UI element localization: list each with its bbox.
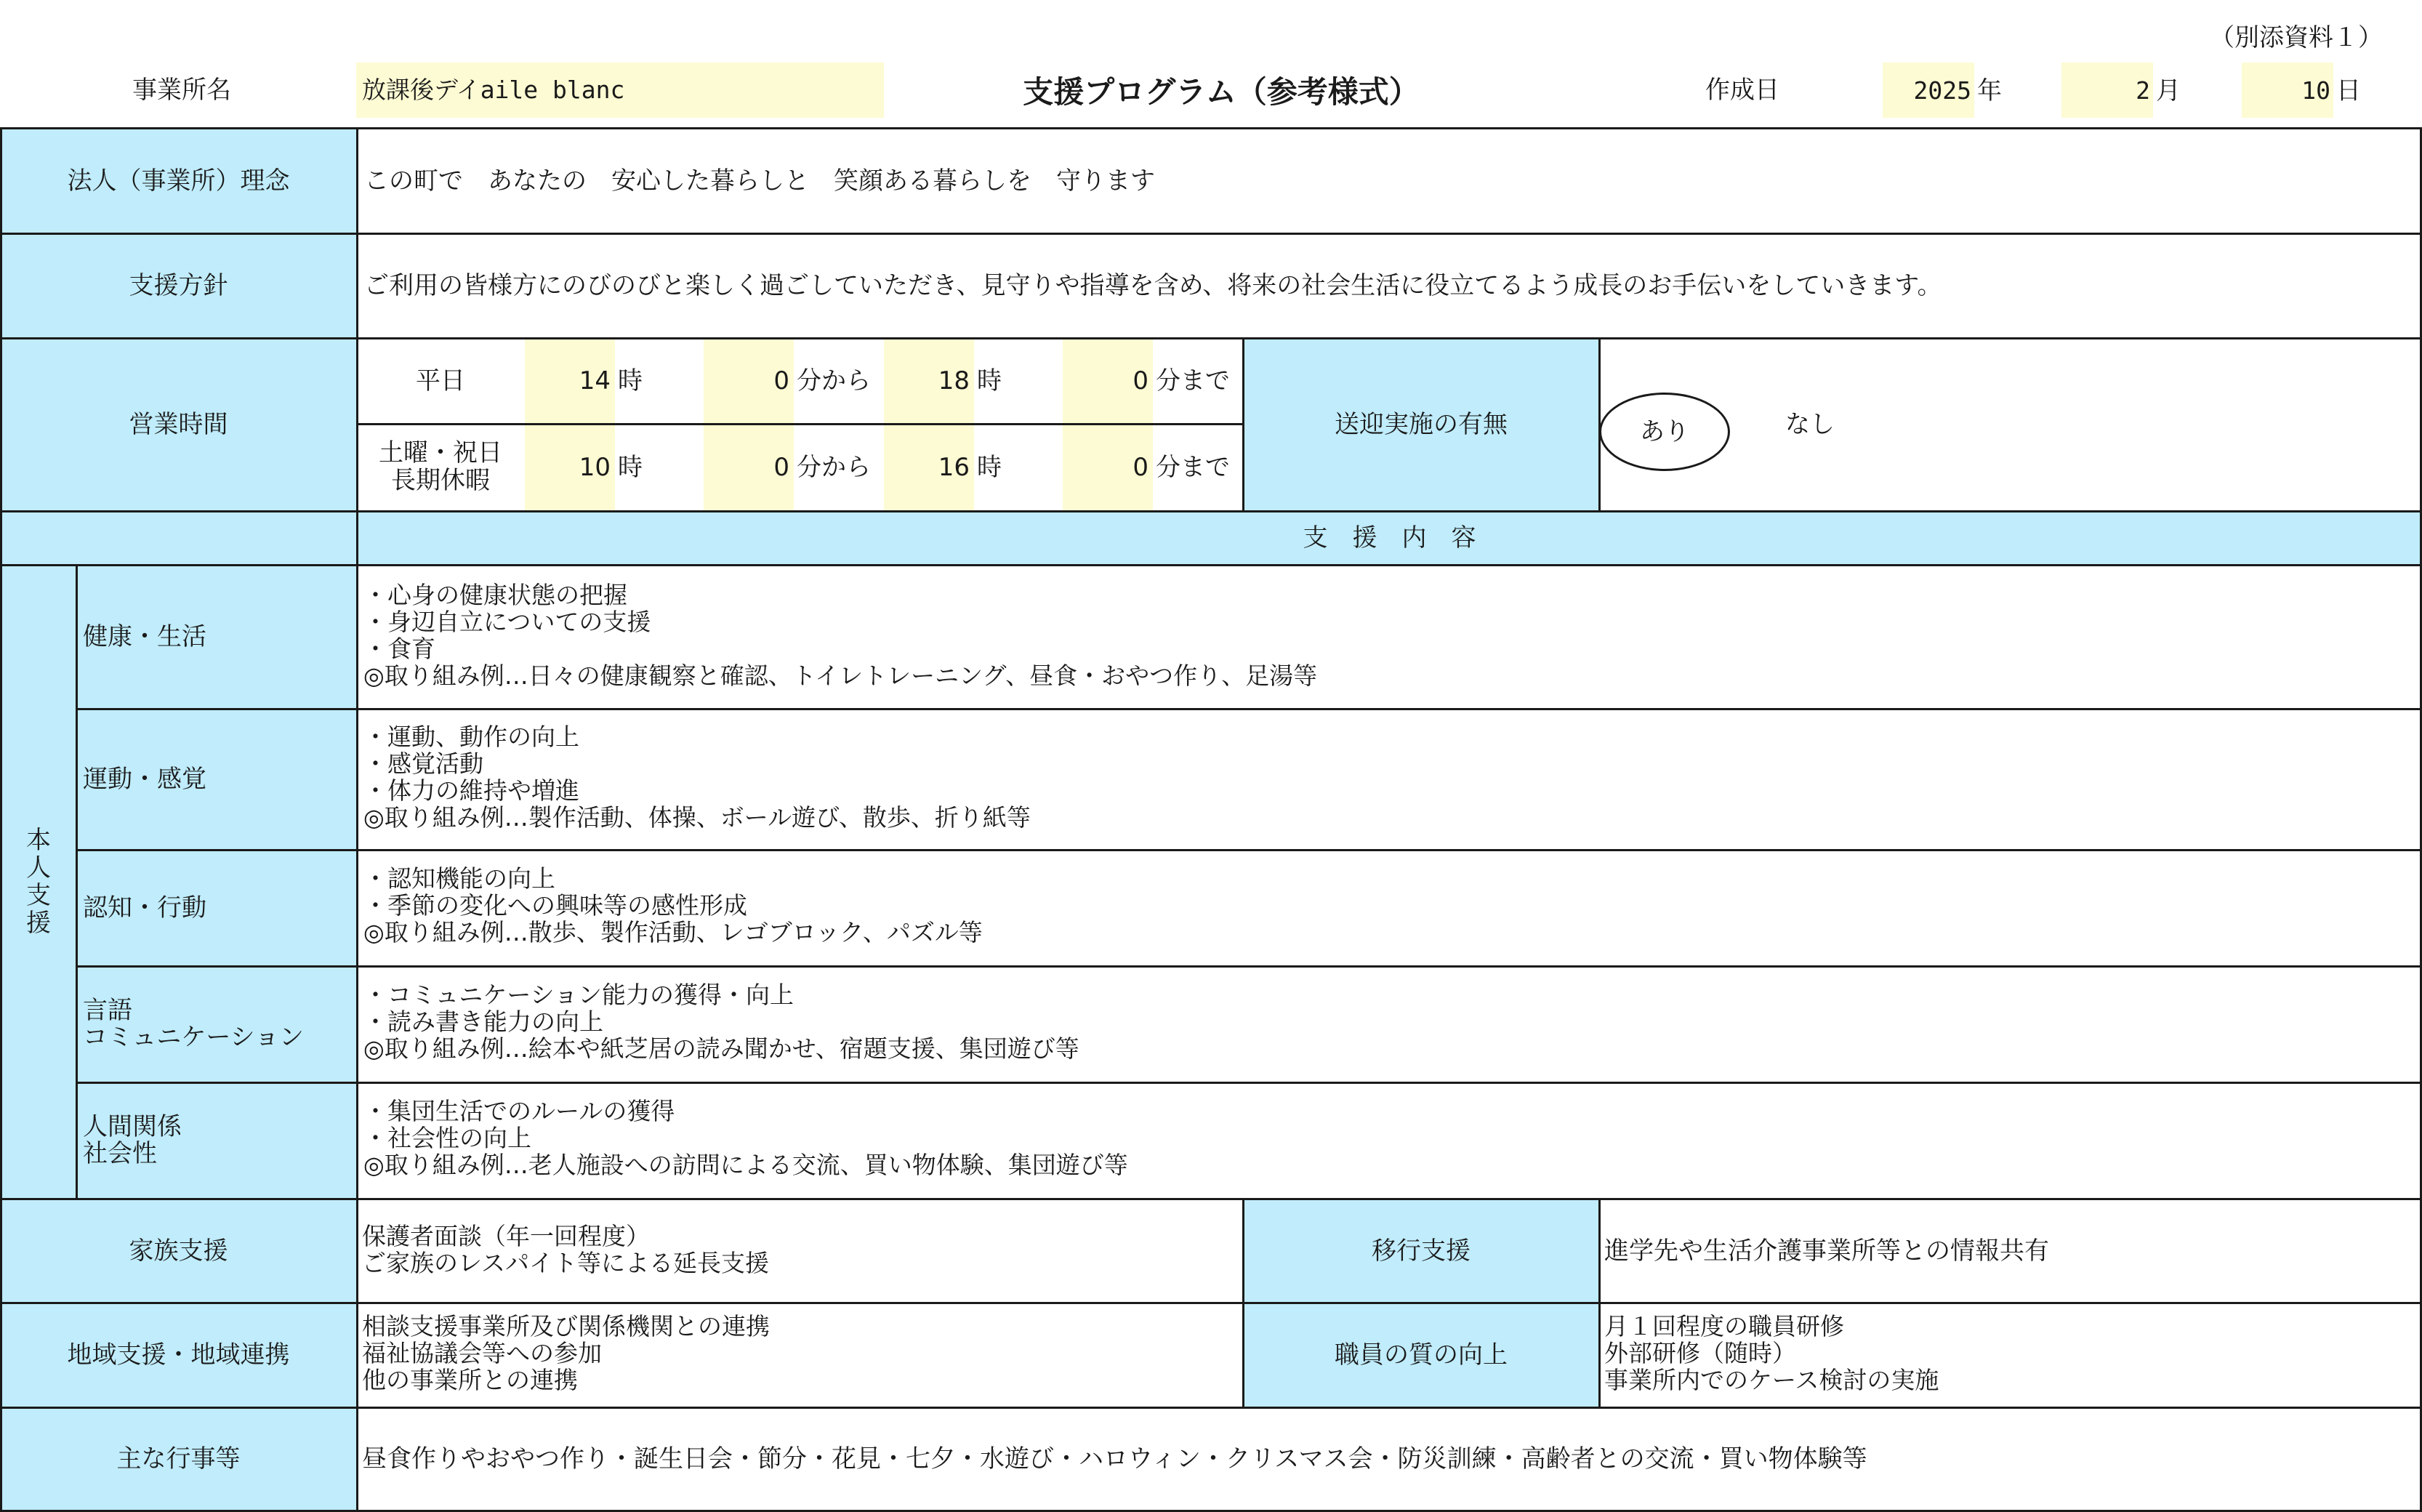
transport-label: 送迎実施の有無 bbox=[1335, 410, 1508, 439]
category-health-cell bbox=[77, 565, 357, 708]
personal-support-label-wrap bbox=[0, 565, 77, 1199]
weekday-from-unit: 分から bbox=[797, 366, 871, 395]
philosophy-text: この町で あなたの 安心した暮らしと 笑顔ある暮らしを 守ります bbox=[364, 166, 1155, 196]
month-unit: 月 bbox=[2156, 76, 2181, 105]
staff-quality-text: 月１回程度の職員研修 外部研修（随時） 事業所内でのケース検討の実施 bbox=[1604, 1312, 1939, 1394]
staff-quality-label: 職員の質の向上 bbox=[1335, 1340, 1508, 1370]
category-language: 言語 コミュニケーション bbox=[83, 995, 304, 1052]
transition-support-text: 進学先や生活介護事業所等との情報共有 bbox=[1604, 1236, 2049, 1266]
office-name-value: 放課後デイaile blanc bbox=[362, 76, 625, 104]
category-health: 健康・生活 bbox=[83, 622, 206, 651]
family-support-text: 保護者面談（年一回程度） ご家族のレスパイト等による延長支援 bbox=[362, 1222, 770, 1277]
category-social: 人間関係 社会性 bbox=[83, 1111, 182, 1168]
community-support-label: 地域支援・地域連携 bbox=[67, 1340, 290, 1370]
holiday-start-hour: 10 bbox=[579, 453, 611, 482]
family-support-label: 家族支援 bbox=[129, 1236, 228, 1266]
year-unit: 年 bbox=[1977, 76, 2002, 105]
policy-text: ご利用の皆様方にのびのびと楽しく過ごしていただき、見守りや指導を含め、将来の社会生活に役立てるよう成長のお手伝いをしていきます。 bbox=[364, 271, 1942, 300]
personal-support-label: 本 人 支 援 bbox=[26, 826, 51, 938]
transport-yes-option[interactable] bbox=[1599, 393, 1730, 471]
content-social: ・集団生活でのルールの獲得 ・社会性の向上 ◎取り組み例…老人施設への訪問による交流、買い物体験、集団遊び等 bbox=[363, 1097, 1128, 1179]
weekday-start-hour: 14 bbox=[579, 366, 611, 395]
category-cognition: 認知・行動 bbox=[83, 893, 206, 922]
weekday-end-min: 0 bbox=[1132, 366, 1148, 395]
weekday-start-min: 0 bbox=[773, 366, 789, 395]
category-social-cell bbox=[77, 1082, 357, 1198]
holiday-end-min: 0 bbox=[1132, 453, 1148, 482]
category-motor-cell bbox=[77, 709, 357, 849]
content-cognition: ・認知機能の向上 ・季節の変化への興味等の感性形成 ◎取り組み例…散歩、製作活動、レゴブロック、パズル等 bbox=[363, 864, 983, 946]
weekday-label: 平日 bbox=[416, 366, 465, 395]
hours-label: 営業時間 bbox=[129, 410, 228, 439]
category-motor: 運動・感覚 bbox=[83, 764, 206, 794]
month-field[interactable] bbox=[2061, 63, 2153, 118]
holiday-label-line2: 長期休暇 bbox=[391, 466, 490, 495]
events-label: 主な行事等 bbox=[116, 1444, 241, 1473]
weekday-until-unit: 分まで bbox=[1156, 366, 1230, 395]
holiday-end-hour: 16 bbox=[938, 453, 970, 482]
holiday-start-min: 0 bbox=[773, 453, 789, 482]
policy-label: 支援方針 bbox=[129, 271, 228, 300]
weekday-end-hour: 18 bbox=[938, 366, 970, 395]
page-title: 支援プログラム（参考様式） bbox=[1023, 74, 1420, 110]
weekday-hour-unit-1: 時 bbox=[618, 366, 643, 395]
category-cognition-cell bbox=[77, 850, 357, 965]
transition-support-label: 移行支援 bbox=[1372, 1236, 1470, 1266]
holiday-until-unit: 分まで bbox=[1156, 453, 1230, 482]
day-field[interactable] bbox=[2242, 63, 2333, 118]
day-value: 10 bbox=[2301, 76, 2330, 105]
year-value: 2025 bbox=[1913, 76, 1971, 105]
category-language-cell bbox=[77, 966, 357, 1082]
holiday-from-unit: 分から bbox=[797, 453, 871, 482]
weekday-hour-unit-2: 時 bbox=[977, 366, 1002, 395]
year-field[interactable] bbox=[1883, 63, 1974, 118]
transport-no-option[interactable]: なし bbox=[1785, 410, 1835, 439]
attachment-note: （別添資料１） bbox=[2210, 23, 2383, 52]
created-date-label: 作成日 bbox=[1705, 76, 1779, 105]
content-motor: ・運動、動作の向上 ・感覚活動 ・体力の維持や増進 ◎取り組み例…製作活動、体操、ボール遊び、散歩、折り紙等 bbox=[363, 723, 1031, 832]
content-language: ・コミュニケーション能力の獲得・向上 ・読み書き能力の向上 ◎取り組み例…絵本や紙芝居の読み聞かせ、宿題支援、集団遊び等 bbox=[363, 981, 1079, 1063]
support-content-header: 支 援 内 容 bbox=[1303, 523, 1476, 552]
office-name-label: 事業所名 bbox=[132, 76, 231, 105]
transport-yes-label: あり bbox=[1640, 417, 1689, 446]
content-health: ・心身の健康状態の把握 ・身辺自立についての支援 ・食育 ◎取り組み例…日々の健康観察と確認、トイレトレーニング、昼食・おやつ作り、足湯等 bbox=[363, 581, 1318, 690]
holiday-hour-unit-2: 時 bbox=[977, 453, 1002, 482]
holiday-label-line1: 土曜・祝日 bbox=[379, 438, 502, 467]
day-unit: 日 bbox=[2336, 76, 2361, 105]
philosophy-label: 法人（事業所）理念 bbox=[67, 166, 290, 196]
events-text: 昼食作りやおやつ作り・誕生日会・節分・花見・七夕・水遊び・ハロウィン・クリスマス会・防災訓練・高齢者との交流・買い物体験等 bbox=[362, 1444, 1867, 1473]
holiday-hour-unit-1: 時 bbox=[618, 453, 643, 482]
month-value: 2 bbox=[2136, 76, 2150, 105]
community-support-text: 相談支援事業所及び関係機関との連携 福祉協議会等への参加 他の事業所との連携 bbox=[362, 1312, 770, 1394]
office-name-field[interactable] bbox=[356, 63, 884, 118]
